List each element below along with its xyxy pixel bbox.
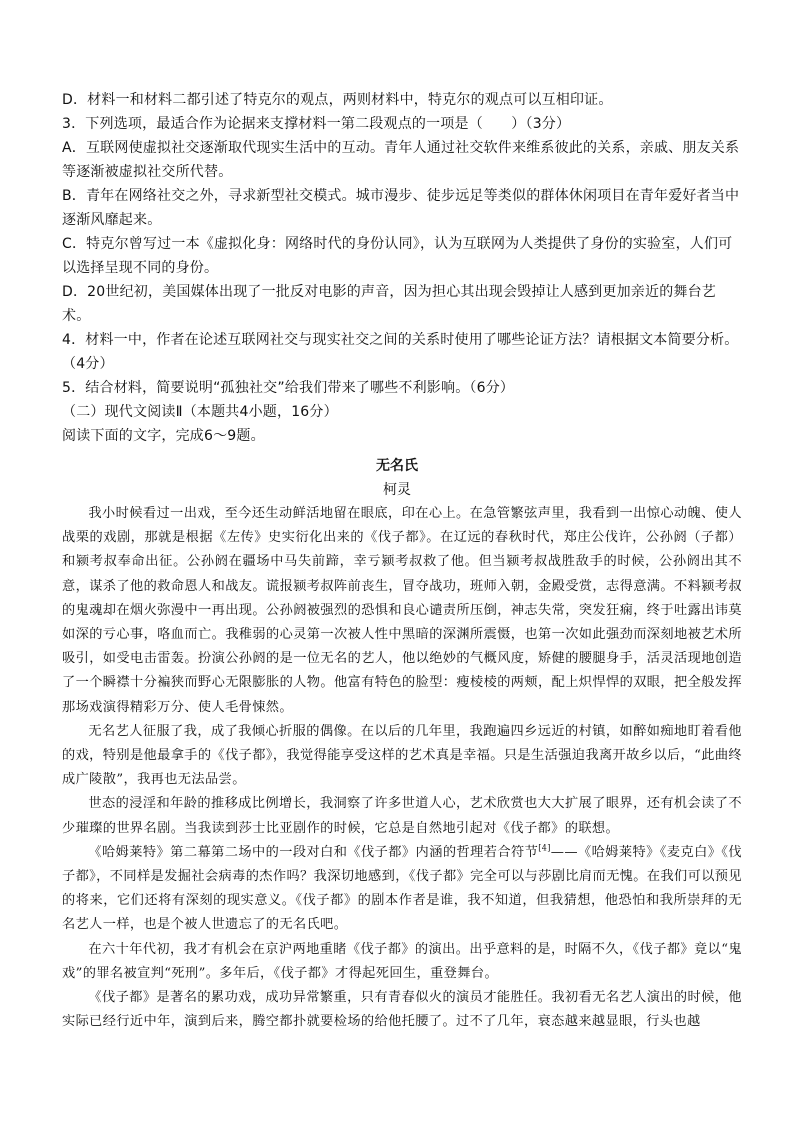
question-5: 5．结合材料，简要说明“孤独社交”给我们带来了哪些不利影响。（6分） [62,380,515,396]
article-paragraph-3: 世态的浸淫和年龄的推移成比例增长，我洞察了许多世道人心，艺术欣赏也大大扩展了眼界，还有机会读了不少璀璨的世界名剧。当我读到莎士比亚剧作的时候，它总是自然地引起对《伐子都》的联想。 [62,796,742,836]
question-3-stem: 3．下列选项，最适合作为论据来支撑材料一第二段观点的一项是（ ）（3分） [62,116,571,132]
question-3-option-a: A．互联网使虚拟社交逐渐取代现实生活中的互动。青年人通过社交软件来维系彼此的关系，亲戚、朋友关系等逐渐被虚拟社交所代替。 [62,140,740,180]
questions-block [0,88,794,1034]
question-3-option-c: C．特克尔曾写过一本《虚拟化身：网络时代的身份认同》，认为互联网为人类提供了身份的实验室，人们可以选择呈现不同的身份。 [62,236,733,276]
question-2-option-d: D．材料一和材料二都引述了特克尔的观点，两则材料中，特克尔的观点可以互相印证。 [62,92,613,108]
question-3-option-d: D．20世纪初，美国媒体出现了一批反对电影的声音，因为担心其出现会毁掉让人感到更加亲近的舞台艺术。 [62,284,716,324]
article-title: 无名氏 [376,458,418,474]
question-4: 4．材料一中，作者在论述互联网社交与现实社交之间的关系时使用了哪些论证方法？请根据文本简要分析。（4分） [62,332,739,372]
footnote-marker: [4] [538,843,551,853]
article-paragraph-2: 无名艺人征服了我，成了我倾心折服的偶像。在以后的几年里，我跑遍四乡远近的村镇，如醉如痴地盯着看他的戏，特别是他最拿手的《伐子都》，我觉得能享受这样的艺术真是幸福。只是生活强迫我离开故乡以后，“此曲终成广陵散”，我再也无法品尝。 [62,723,742,788]
article-paragraph-6: 《伐子都》是著名的累功戏，成功异常繁重，只有青春似火的演员才能胜任。我初看无名艺人演出的时候，他实际已经行近中年，演到后来，腾空都扑就要检场的给他托腰了。过不了几年，衰态越来越显眼，行头也越 [62,990,742,1030]
paragraph-4-part-a: 《哈姆莱特》第二幕第二场中的一段对白和《伐子都》内涵的哲理若合符节 [88,844,539,860]
section-instruction: 阅读下面的文字，完成6～9题。 [62,428,265,444]
article-paragraph-5: 在六十年代初，我才有机会在京沪两地重睹《伐子都》的演出。出乎意料的是，时隔不久，《伐子都》竟以“鬼戏”的罪名被宣判“死刑”。多年后，《伐子都》才得起死回生，重登舞台。 [62,941,742,981]
article-paragraph-1: 我小时候看过一出戏，至今还生动鲜活地留在眼底，印在心上。在急管繁弦声里，我看到一出惊心动魄、使人战栗的戏剧，那就是根据《左传》史实衍化出来的《伐子都》。在辽远的春秋时代，郑庄公伐许，公孙阏（子都）和颍考叔奉命出征。公孙阏在疆场中马失前蹄，幸亏颍考叔救了他。但当颍考叔战胜敌手的时候，公孙阏出其不意，谋杀了他的救命恩人和战友。谎报颍考叔阵前丧生，冒夺战功，班师入朝，金殿受赏，志得意满。不料颍考叔的鬼魂却在烟火弥漫中一再出现。公孙阏被强烈的恐惧和良心谴责所压倒，神志失常，突发狂痫，终于吐露出讳莫如深的亏心事，咯血而亡。我稚弱的心灵第一次被人性中黑暗的深渊所震慑，也第一次如此强劲而深刻地被艺术所吸引，如受电击雷轰。扮演公孙阏的是一位无名的艺人，他以绝妙的气概风度，矫健的腰腿身手，活灵活现地创造了一个瞬襟十分褊狭而野心无限膨胀的人物。他富有特色的脸型：瘦棱棱的两颊，配上炽悍悍的双眼，把全般发挥那场戏演得精彩万分、使人毛骨悚然。 [62,506,742,715]
question-3-option-b: B．青年在网络社交之外，寻求新型社交模式。城市漫步、徒步远足等类似的群体休闲项目在青年爱好者当中逐渐风靡起来。 [62,188,740,228]
section-heading: （二）现代文阅读Ⅱ（本题共4小题，16分） [62,404,338,420]
article-paragraph-4 [0,841,794,938]
article-author: 柯灵 [383,482,411,498]
paragraph-4-part-b: ——《哈姆莱特》《麦克白》《伐子都》，不同样是发掘社会病毒的杰作吗？我深切地感到，《伐子都》完全可以与莎剧比肩而无愧。在我们可以预见的将来，它们还将有深刻的现实意义。《伐子都》的剧本作者是谁，我不知道，但我猜想，他恐怕和我所崇拜的无名艺人一样，也是个被人世遗忘了的无名氏吧。 [62,844,742,933]
